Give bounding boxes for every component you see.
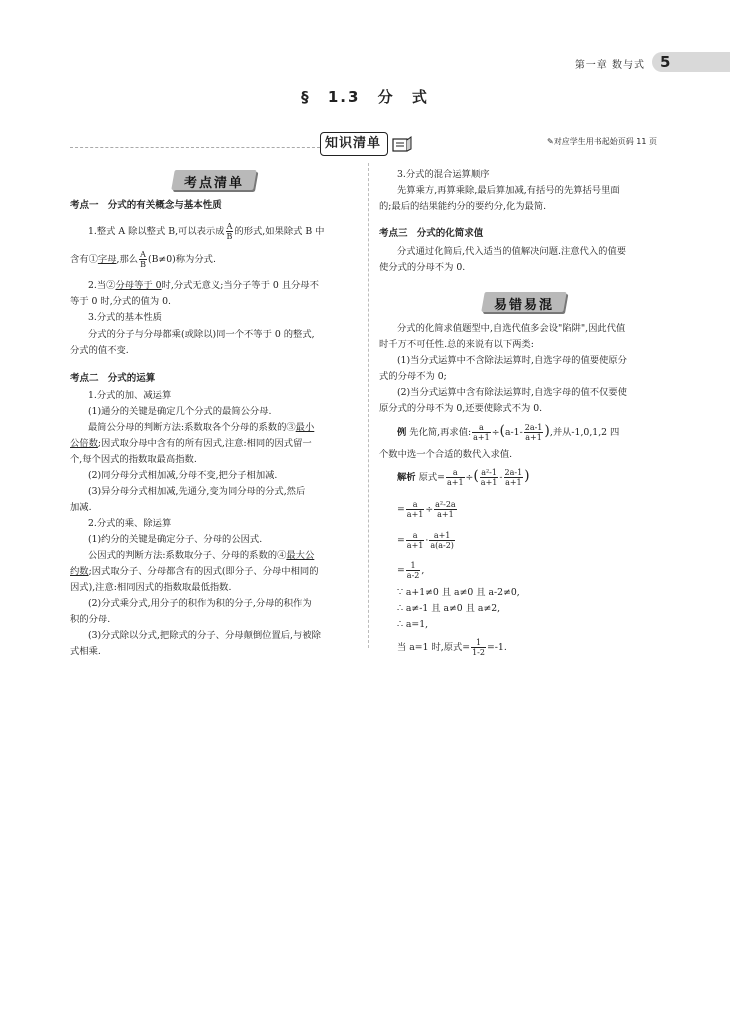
blank-4a: 最大公 xyxy=(286,550,315,561)
divider xyxy=(70,147,320,148)
reference-note-text: 对应学生用书起始页码 11 页 xyxy=(553,137,657,146)
para-4b: 分式的值不变. xyxy=(70,345,129,356)
solution-line-1: 解析 原式= $\frac{a}{a+1}$ ÷( $\frac{\text{a²-1}}{a+1}$ - $\frac{2a-1}{a+1}$ ) xyxy=(397,468,530,487)
example-line-1: 例 先化简,再求值: $\frac{a}{a+1}$ ÷(a-1- $\frac{2a-1}{a+1}$ ),并从-1,0,1,2 四 xyxy=(397,423,620,442)
blank-3b: 公倍数 xyxy=(70,438,98,449)
r2b: 的;最后的结果能约分的要约分,化为最简. xyxy=(379,201,547,212)
knowledge-banner xyxy=(320,130,420,158)
solution-c3: ∴ a=1, xyxy=(397,619,429,630)
kp3-title: 考点三 分式的化简求值 xyxy=(379,228,484,239)
chapter-label: 第一章 数与式 xyxy=(574,60,645,71)
kp1-title: 考点一 分式的有关概念与基本性质 xyxy=(70,200,222,211)
para-2a: 2.当②分母等于 0时,分式无意义;当分子等于 0 且分母不 xyxy=(88,280,319,291)
para-1a: 1.整式 A 除以整式 B,可以表示成 $\frac{A}{B}$ 的形式,如果除式 B 中 xyxy=(88,222,325,241)
page-header xyxy=(0,52,730,74)
q3a: 最简公分母的判断方法:系数取各个分母的系数的③最小 xyxy=(88,422,315,433)
r4a: 分式的化简求值题型中,自选代值多会设"陷阱",因此代值 xyxy=(397,323,626,334)
q8b: 约数;因式取分子、分母都含有的因式(即分子、分母中相同的 xyxy=(70,566,319,577)
para-1b: 含有①字母,那么 $\frac{A}{B}$ (B≠0)称为分式. xyxy=(70,250,216,269)
blank-1: 字母 xyxy=(97,254,117,265)
fraction-a-b: $\frac{A}{B}$ xyxy=(226,222,233,241)
blank-4b: 约数 xyxy=(70,566,89,577)
book-icon xyxy=(392,136,412,154)
page-number: 5 xyxy=(660,53,671,71)
r6b: 原分式的分母不为 0,还要使除式不为 0. xyxy=(379,403,543,414)
q9b: 积的分母. xyxy=(70,614,111,625)
solution-label: 解析 xyxy=(397,472,416,483)
para-2b: 等于 0 时,分式的值为 0. xyxy=(70,296,171,307)
blank-2: 分母等于 0 xyxy=(115,280,162,291)
r5a: (1)当分式运算中不含除法运算时,自选字母的值要使原分 xyxy=(397,355,627,366)
q9a: (2)分式乘分式,用分子的积作为积的分子,分母的积作为 xyxy=(88,598,312,609)
r5b: 式的分母不为 0; xyxy=(379,371,447,382)
column-divider xyxy=(368,163,369,648)
q10a: (3)分式除以分式,把除式的分子、分母颠倒位置后,与被除 xyxy=(88,630,321,641)
q6: 2.分式的乘、除运算 xyxy=(88,518,172,529)
para-3: 3.分式的基本性质 xyxy=(88,312,162,323)
q2: (1)通分的关键是确定几个分式的最简公分母. xyxy=(88,406,272,417)
solution-line-4: = $\frac{1}{a-2}$ , xyxy=(397,561,425,580)
r3a: 分式通过化简后,代入适当的值解决问题.注意代入的值要 xyxy=(397,246,627,257)
section-pill-kaodian: 考点清单 xyxy=(183,176,244,191)
r1: 3.分式的混合运算顺序 xyxy=(397,169,490,180)
q5b: 加减. xyxy=(70,502,92,513)
r4b: 时千万不可任性.总的来说有以下两类: xyxy=(379,339,534,350)
q7: (1)约分的关键是确定分子、分母的公因式. xyxy=(88,534,263,545)
r3b: 使分式的分母不为 0. xyxy=(379,262,466,273)
q8c: 因式),注意:相同因式的指数取最低指数. xyxy=(70,582,232,593)
q3b: 公倍数;因式取分母中含有的所有因式,注意:相同的因式留一 xyxy=(70,438,312,449)
q3c: 个,每个因式的指数取最高指数. xyxy=(70,454,197,465)
example-line-2: 个数中选一个合适的数代入求值. xyxy=(379,449,513,460)
solution-line-2: = $\frac{a}{a+1}$ ÷ $\frac{\text{a²-2a}}{a+1}$ xyxy=(397,500,456,519)
r6a: (2)当分式运算中含有除法运算时,自选字母的值不仅要使 xyxy=(397,387,627,398)
kp2-title: 考点二 分式的运算 xyxy=(70,373,156,384)
q10b: 式相乘. xyxy=(70,646,101,657)
example-label: 例 xyxy=(397,427,407,438)
fraction-a-b-2: $\frac{A}{B}$ xyxy=(140,250,146,269)
solution-line-3: = $\frac{a}{a+1}$ · $\frac{a+1}{a(a-2)}$ xyxy=(397,531,454,550)
r2a: 先算乘方,再算乘除,最后算加减,有括号的先算括号里面 xyxy=(397,185,620,196)
solution-c2: ∴ a≠-1 且 a≠0 且 a≠2, xyxy=(397,603,501,614)
q8a: 公因式的判断方法:系数取分子、分母的系数的④最大公 xyxy=(88,550,315,561)
banner-label: 知识清单 xyxy=(325,136,382,151)
section-pill-yicuo: 易错易混 xyxy=(493,298,554,313)
reference-note xyxy=(547,136,657,147)
q5a: (3)异分母分式相加减,先通分,变为同分母的分式,然后 xyxy=(88,486,306,497)
blank-3a: 最小 xyxy=(295,422,315,433)
q4: (2)同分母分式相加减,分母不变,把分子相加减. xyxy=(88,470,278,481)
pencil-icon: ✎ xyxy=(547,137,554,146)
para-4a: 分式的分子与分母都乘(或除以)同一个不等于 0 的整式, xyxy=(88,329,315,340)
q1: 1.分式的加、减运算 xyxy=(88,390,172,401)
solution-c4: 当 a=1 时,原式= $\frac{1}{1-2}$ =-1. xyxy=(397,638,507,657)
solution-c1: ∵ a+1≠0 且 a≠0 且 a-2≠0, xyxy=(397,587,520,598)
section-title: § 1.3 分 式 xyxy=(301,88,429,106)
